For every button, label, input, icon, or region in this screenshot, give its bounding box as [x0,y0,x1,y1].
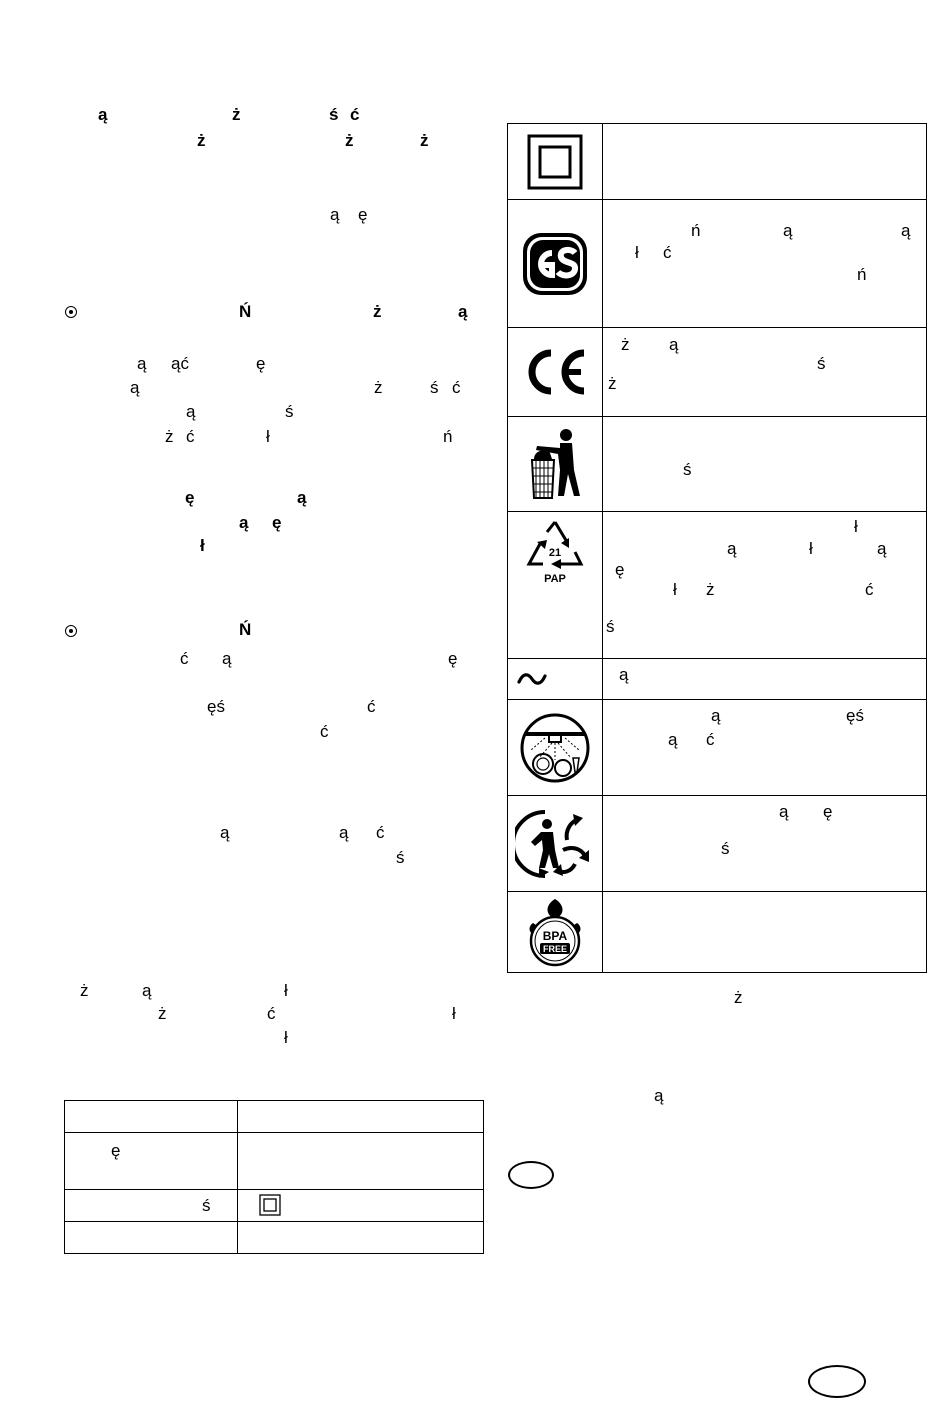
table-row [508,328,927,417]
section-heading-char: ą [458,302,468,321]
text-char: ć [180,649,189,668]
table-row [508,659,927,700]
table-cell [238,1222,484,1254]
text-char: ż [158,1004,167,1023]
text-char: ęś [207,697,225,716]
table-row [508,417,927,512]
technical-data-table [64,1100,484,1254]
heading-char: ż [232,105,241,124]
desc-char: ę [615,560,625,579]
desc-char: ł [809,539,813,558]
desc-char: ć [663,243,672,262]
table-row [508,200,927,328]
ce-mark-icon [523,348,587,396]
desc-char: ą [877,539,887,558]
desc-char: ś [683,460,692,479]
section-bullet-icon [65,625,77,637]
desc-char: ą [711,706,721,725]
alternating-current-icon [517,672,547,686]
heading-char: ś [329,105,339,124]
text-char: ś [396,848,405,867]
protection-class-ii-icon [527,134,583,190]
desc-char: ą [901,221,911,240]
text-char: ł [284,1028,288,1047]
desc-char: ś [721,839,730,858]
desc-char: ą [669,335,679,354]
section-heading-char: ż [373,302,382,321]
table-cell [603,892,927,973]
table-row [508,700,927,796]
text-char: ę [256,354,266,373]
heading-char: ą [98,105,108,124]
text-char: ą [142,981,152,1000]
text-char: ą [222,649,232,668]
text-char: ś [285,402,294,421]
text-char: ą [130,378,140,397]
text-char: ą [339,823,349,842]
text-char: ą [137,354,147,373]
table-cell [603,417,927,512]
table-cell [508,417,603,512]
table-row [65,1133,484,1190]
section-heading-char: Ń [239,620,252,639]
desc-char: ą [619,665,629,684]
desc-char: ł [635,243,639,262]
text-char: ą [330,205,340,224]
desc-char: ń [857,265,867,284]
recycling-pap-21-icon [525,518,585,594]
desc-char: ć [706,730,715,749]
bpa-label: BPA [542,929,568,943]
table-cell [508,124,603,200]
desc-char: ż [706,580,715,599]
text-char: ąć [171,354,189,373]
heading-char: ż [197,131,206,150]
text-char: ć [376,823,385,842]
text-char: ś [430,378,439,397]
heading-char: ż [345,131,354,150]
warning-char: ł [200,536,205,555]
text-char: ń [443,427,453,446]
desc-char: ż [621,335,630,354]
table-cell [238,1133,484,1190]
text-char: ę [448,649,458,668]
text-char: ż [734,988,743,1007]
table-row [508,512,927,659]
country-code-badge [508,1161,554,1189]
text-char: ż [374,378,383,397]
table-cell-text: ś [202,1196,211,1215]
desc-char: ą [727,539,737,558]
table-cell [603,124,927,200]
dishwasher-safe-icon [519,712,591,784]
table-cell [508,200,603,328]
table-cell [603,700,927,796]
section-heading-char: Ń [239,302,252,321]
text-char: ą [186,402,196,421]
waste-disposal-icon [524,426,586,502]
desc-char: ś [817,354,826,373]
text-char: ą [654,1086,664,1105]
desc-char: ć [865,580,874,599]
table-cell [508,700,603,796]
desc-char: ą [779,802,789,821]
table-cell [65,1190,238,1222]
recycling-code: PAP [544,573,566,585]
desc-char: ń [691,221,701,240]
table-cell [65,1101,238,1133]
section-bullet-icon [65,306,77,318]
table-cell [603,328,927,417]
table-cell [65,1133,238,1190]
warning-char: ą [297,488,307,507]
table-cell [508,328,603,417]
text-char: ł [284,981,288,1000]
bpa-free-icon [523,897,587,967]
desc-char: ż [608,374,617,393]
table-cell [238,1101,484,1133]
symbol-legend-table [507,123,927,973]
free-label: FREE [542,944,568,954]
heading-char: ż [420,131,429,150]
desc-char: ę [823,802,833,821]
warning-char: ę [185,488,195,507]
table-cell [65,1222,238,1254]
desc-char: ł [854,517,858,536]
table-cell [508,659,603,700]
text-char: ą [220,823,230,842]
triman-recycling-icon [515,806,595,882]
table-cell [603,200,927,328]
gs-mark-icon [521,231,589,297]
warning-char: ą [239,513,249,532]
table-row [65,1190,484,1222]
text-char: ć [320,722,329,741]
text-char: ł [266,427,270,446]
table-cell [603,512,927,659]
heading-char: ć [350,105,360,124]
table-row [508,124,927,200]
table-cell-text: ę [111,1141,121,1160]
warning-char: ę [272,513,282,532]
table-row [508,892,927,973]
table-cell [238,1190,484,1222]
desc-char: ś [606,617,615,636]
text-char: ć [452,378,461,397]
table-cell [508,892,603,973]
text-char: ć [267,1004,276,1023]
text-char: ę [358,205,368,224]
table-cell [508,796,603,892]
desc-char: ęś [846,706,864,725]
desc-char: ł [673,580,677,599]
text-char: ł [452,1004,456,1023]
page-number-badge [808,1365,866,1398]
text-char: ż [80,981,89,1000]
table-row [65,1222,484,1254]
desc-char: ą [783,221,793,240]
recycling-number: 21 [548,547,562,559]
text-char: ż [165,427,174,446]
table-cell [508,512,603,659]
text-char: ć [186,427,195,446]
desc-char: ą [668,730,678,749]
table-row [508,796,927,892]
table-cell [603,659,927,700]
protection-class-ii-icon [259,1194,281,1216]
text-char: ć [367,697,376,716]
table-cell [603,796,927,892]
table-row [65,1101,484,1133]
